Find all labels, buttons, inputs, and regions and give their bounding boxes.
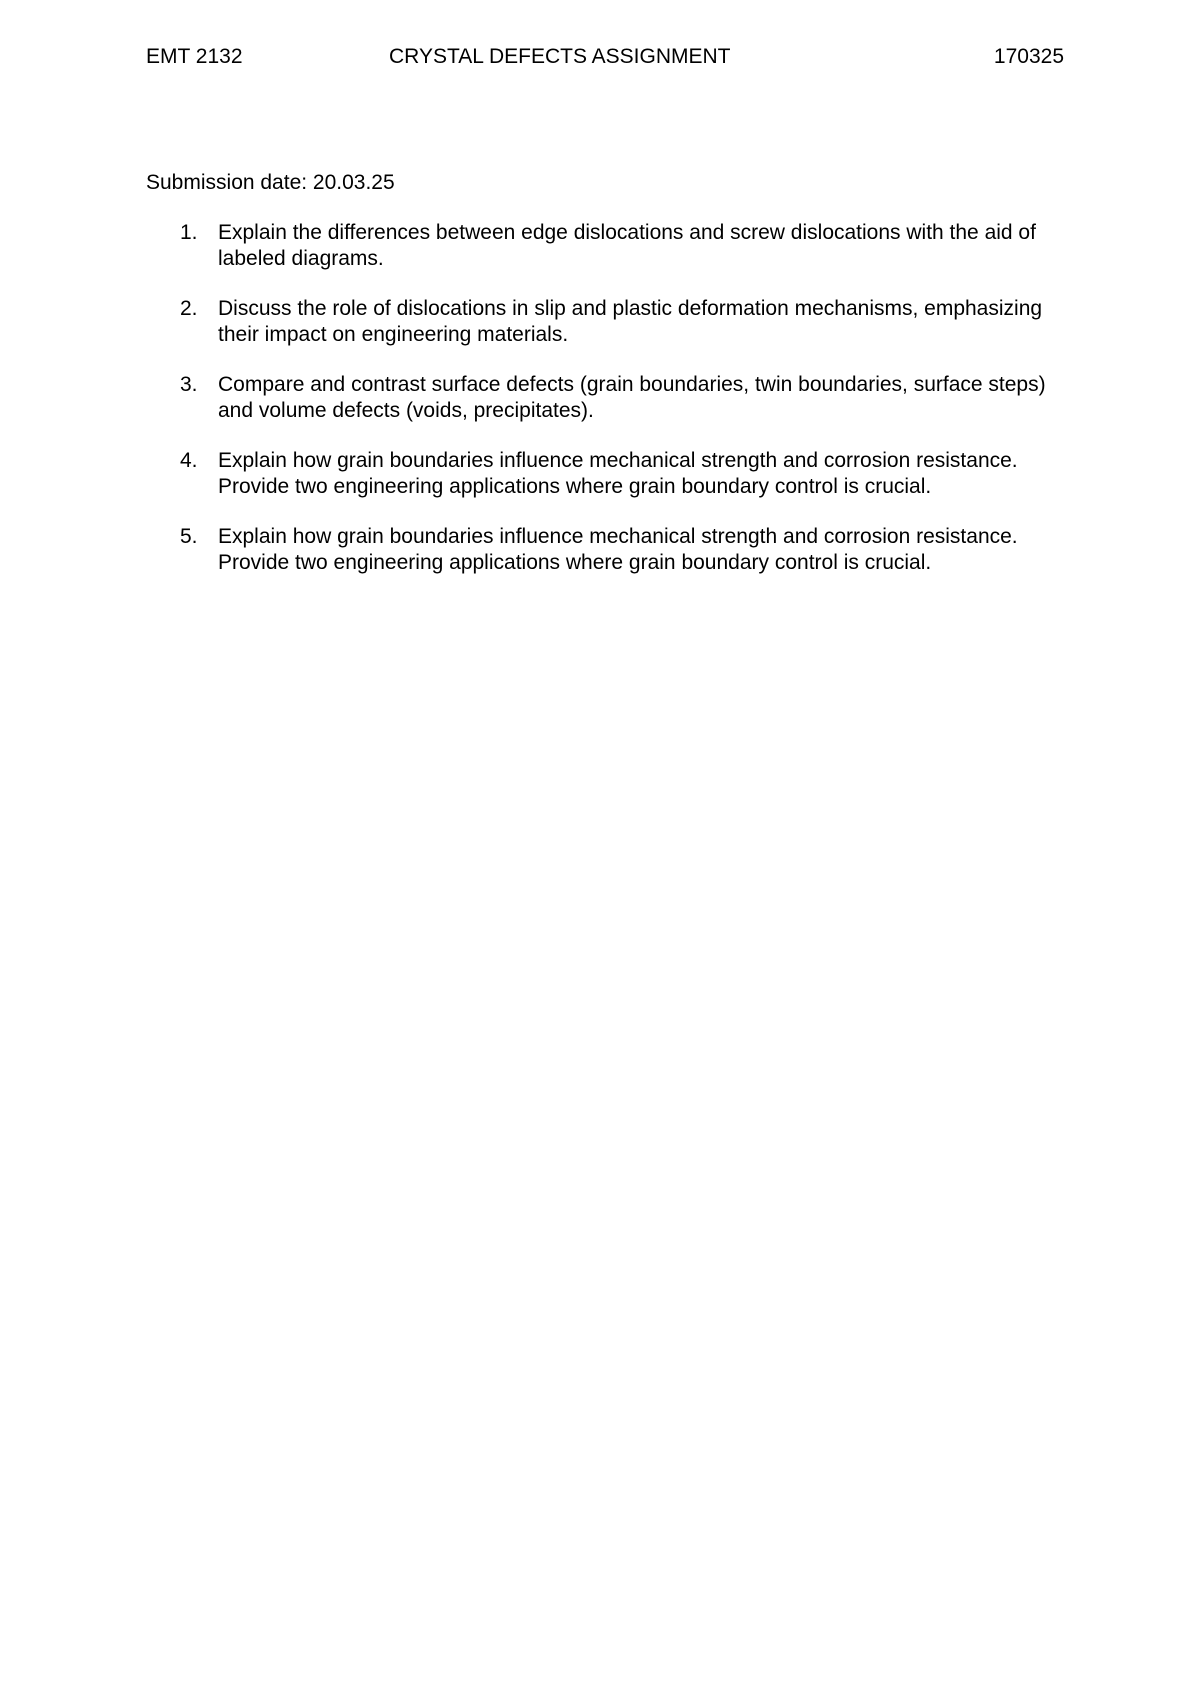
question-item	[146, 448, 1076, 499]
question-number: 4.	[180, 449, 198, 472]
submission-date: Submission date: 20.03.25	[146, 171, 395, 194]
question-number: 1.	[180, 221, 198, 244]
question-item	[146, 524, 1076, 575]
course-code: EMT 2132	[146, 45, 243, 68]
page-header	[146, 42, 1064, 72]
question-item	[146, 296, 1076, 347]
question-number: 5.	[180, 525, 198, 548]
question-text: Explain how grain boundaries influence mechanical strength and corrosion resistance. Provide two engineering applications where grain boundary control is crucial.	[218, 525, 1018, 574]
question-text: Discuss the role of dislocations in slip and plastic deformation mechanisms, emphasizing their impact on engineering materials.	[218, 297, 1043, 346]
question-text: Compare and contrast surface defects (grain boundaries, twin boundaries, surface steps) and volume defects (voids, precipitates).	[218, 373, 1046, 422]
question-text: Explain how grain boundaries influence mechanical strength and corrosion resistance. Provide two engineering applications where grain boundary control is crucial.	[218, 449, 1018, 498]
question-number: 2.	[180, 297, 198, 320]
question-text: Explain the differences between edge dislocations and screw dislocations with the aid of labeled diagrams.	[218, 221, 1036, 270]
question-number: 3.	[180, 373, 198, 396]
question-list	[146, 220, 1076, 600]
document-code: 170325	[993, 45, 1064, 68]
question-item	[146, 220, 1076, 271]
document-title: CRYSTAL DEFECTS ASSIGNMENT	[389, 45, 731, 68]
question-item	[146, 372, 1076, 423]
